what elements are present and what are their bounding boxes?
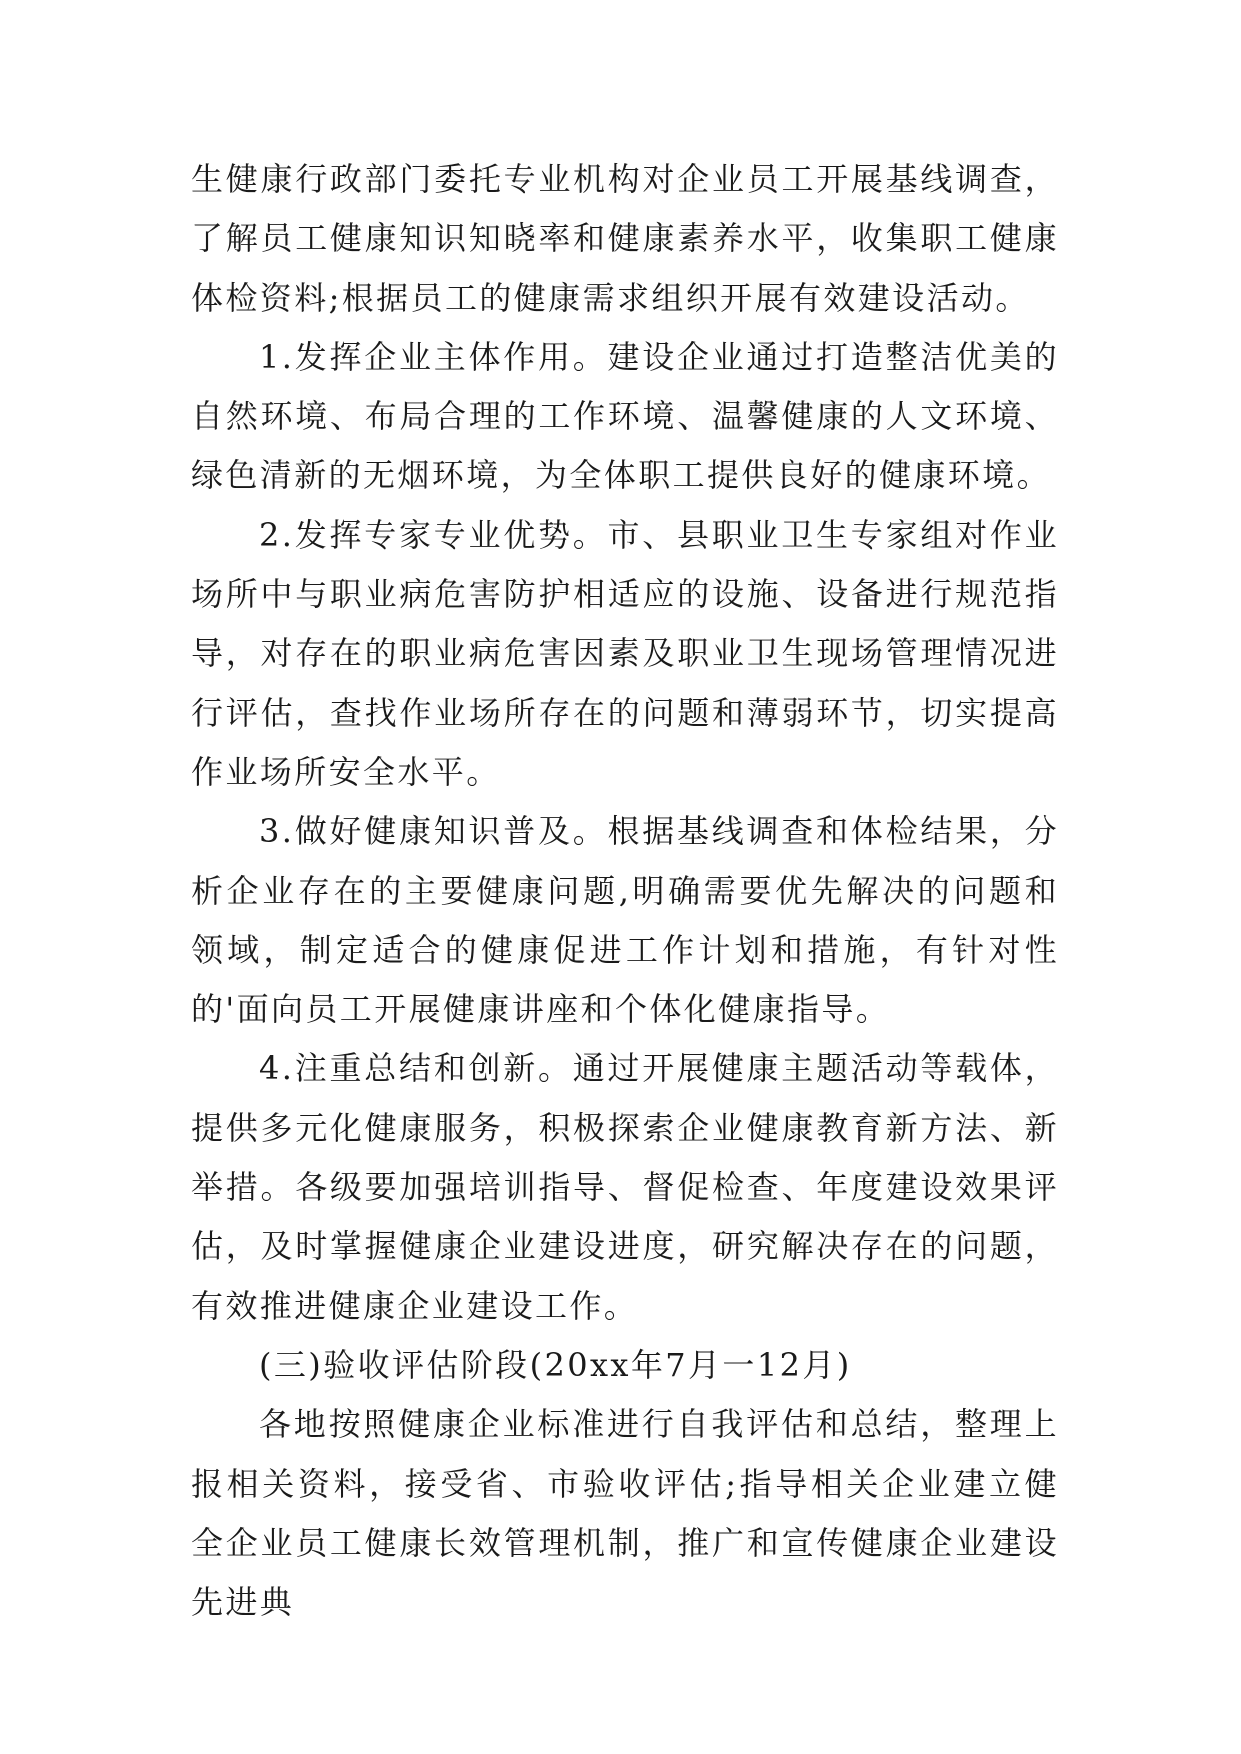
- paragraph-item-3: 3.做好健康知识普及。根据基线调查和体检结果，分析企业存在的主要健康问题,明确需要优先解决的问题和领域，制定适合的健康促进工作计划和措施，有针对性的'面向员工开展健康讲座和个体化健康指导。: [191, 812, 1059, 1029]
- paragraph-item-2: 2.发挥专家专业优势。市、县职业卫生专家组对作业场所中与职业病危害防护相适应的设施、设备进行规范指导，对存在的职业病危害因素及职业卫生现场管理情况进行评估，查找作业场所存在的问题和薄弱环节，切实提高作业场所安全水平。: [191, 515, 1059, 791]
- paragraph-continuation: 生健康行政部门委托专业机构对企业员工开展基线调查，了解员工健康知识知晓率和健康素养水平，收集职工健康体检资料;根据员工的健康需求组织开展有效建设活动。: [191, 160, 1059, 317]
- document-body: [191, 150, 1059, 1632]
- paragraph-item-4: 4.注重总结和创新。通过开展健康主题活动等载体，提供多元化健康服务，积极探索企业健康教育新方法、新举措。各级要加强培训指导、督促检查、年度建设效果评估，及时掌握健康企业建设进度，研究解决存在的问题，有效推进健康企业建设工作。: [191, 1049, 1059, 1325]
- paragraph-acceptance: 各地按照健康企业标准进行自我评估和总结，整理上报相关资料，接受省、市验收评估;指导相关企业建立健全企业员工健康长效管理机制，推广和宣传健康企业建设先进典: [191, 1405, 1059, 1622]
- section-heading-acceptance: (三)验收评估阶段(20xx年7月一12月): [259, 1345, 852, 1384]
- paragraph-item-1: 1.发挥企业主体作用。建设企业通过打造整洁优美的自然环境、布局合理的工作环境、温馨健康的人文环境、绿色清新的无烟环境，为全体职工提供良好的健康环境。: [191, 337, 1059, 495]
